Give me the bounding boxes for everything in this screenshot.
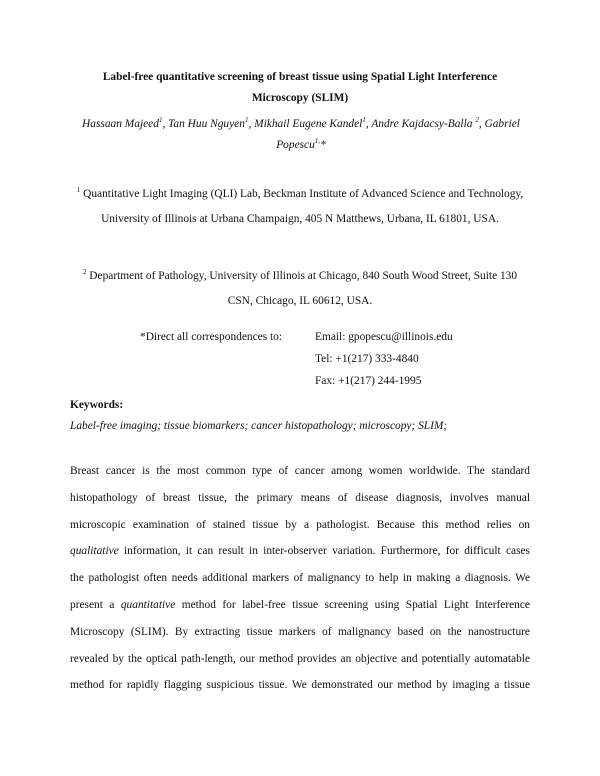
author-affiliation-marker: 1	[158, 116, 163, 125]
abstract-emphasis: qualitative	[70, 545, 119, 558]
author-separator: *	[320, 139, 326, 151]
abstract-line	[70, 458, 530, 485]
correspondence-tel: Tel: +1(217) 333-4840	[315, 353, 419, 365]
abstract-body	[70, 458, 530, 699]
abstract-text: histopathology of breast tissue, the primary means of disease diagnosis, involves manual	[70, 491, 530, 504]
abstract-text: the pathologist often needs additional markers of malignancy to help in making a diagnosis. We	[70, 572, 530, 585]
correspondence-label: *Direct all correspondences to:	[140, 331, 283, 343]
correspondence-fax: Fax: +1(217) 244-1995	[315, 375, 422, 387]
affiliation-2	[70, 264, 530, 314]
author-separator: ,	[478, 118, 485, 130]
affiliation-1-marker: 1	[76, 186, 81, 195]
author-name: Mikhail Eugene Kandel	[254, 118, 363, 130]
abstract-line	[70, 619, 530, 646]
author-separator: ,	[248, 118, 255, 130]
author-list	[60, 114, 542, 156]
title-line-2: Microscopy (SLIM)	[251, 92, 349, 104]
author-separator: ,	[365, 118, 372, 130]
abstract-text: information, it can result in inter-observer variation. Furthermore, for difficult cases	[118, 545, 530, 558]
paper-title	[60, 67, 540, 109]
author-affiliation-marker: 2	[475, 116, 479, 125]
abstract-text: microscopic examination of stained tissue by a pathologist. Because this method relies on	[70, 518, 530, 531]
author-affiliation-marker: 1,	[314, 137, 321, 146]
keywords-list: Label-free imaging; tissue biomarkers; cancer histopathology; microscopy; SLIM;	[70, 420, 448, 432]
affiliation-2-text: Department of Pathology, University of Illinois at Chicago, 840 South Wood Street, Suite 130 CSN, Chicago, IL 60612, USA.	[89, 270, 518, 307]
author-affiliation-marker: 1	[244, 116, 249, 125]
correspondence-email: Email: gpopescu@illinois.edu	[315, 331, 453, 343]
abstract-line	[70, 538, 530, 565]
abstract-text: revealed by the optical path-length, our method provides an objective and potentially automatable	[70, 652, 530, 665]
author-name: Hassaan Majeed	[82, 118, 159, 130]
abstract-line	[70, 512, 530, 539]
keywords-heading: Keywords:	[70, 399, 124, 411]
author-name: Gabriel Popescu	[276, 118, 520, 151]
abstract-line	[70, 592, 530, 619]
abstract-line	[70, 646, 530, 673]
author-separator: ,	[162, 118, 169, 130]
abstract-line	[70, 485, 530, 512]
title-line-1: Label-free quantitative screening of breast tissue using Spatial Light Interference	[102, 71, 498, 83]
author-name: Andre Kajdacsy-Balla	[371, 118, 476, 130]
abstract-text: method for rapidly flagging suspicious tissue. We demonstrated our method by imaging a tissue	[70, 679, 530, 692]
affiliation-2-marker: 2	[82, 268, 87, 277]
abstract-text: Microscopy (SLIM). By extracting tissue markers of malignancy based on the nanostructure	[70, 625, 530, 638]
abstract-text: method for label-free tissue screening using Spatial Light Interference	[175, 598, 530, 611]
affiliation-1-text: Quantitative Light Imaging (QLI) Lab, Beckman Institute of Advanced Science and Technology, University of Illinois at Urbana Champaign, 405 N Matthews, Urbana, IL 61801, USA.	[83, 188, 524, 225]
abstract-emphasis: quantitative	[120, 598, 176, 611]
abstract-line	[70, 565, 530, 592]
author-affiliation-marker: 1	[362, 116, 366, 125]
abstract-text: present a	[70, 598, 121, 611]
abstract-text: Breast cancer is the most common type of cancer among women worldwide. The standard	[70, 465, 530, 477]
author-name: Tan Huu Nguyen	[168, 118, 245, 130]
affiliation-1	[70, 182, 530, 232]
abstract-line	[70, 672, 530, 699]
